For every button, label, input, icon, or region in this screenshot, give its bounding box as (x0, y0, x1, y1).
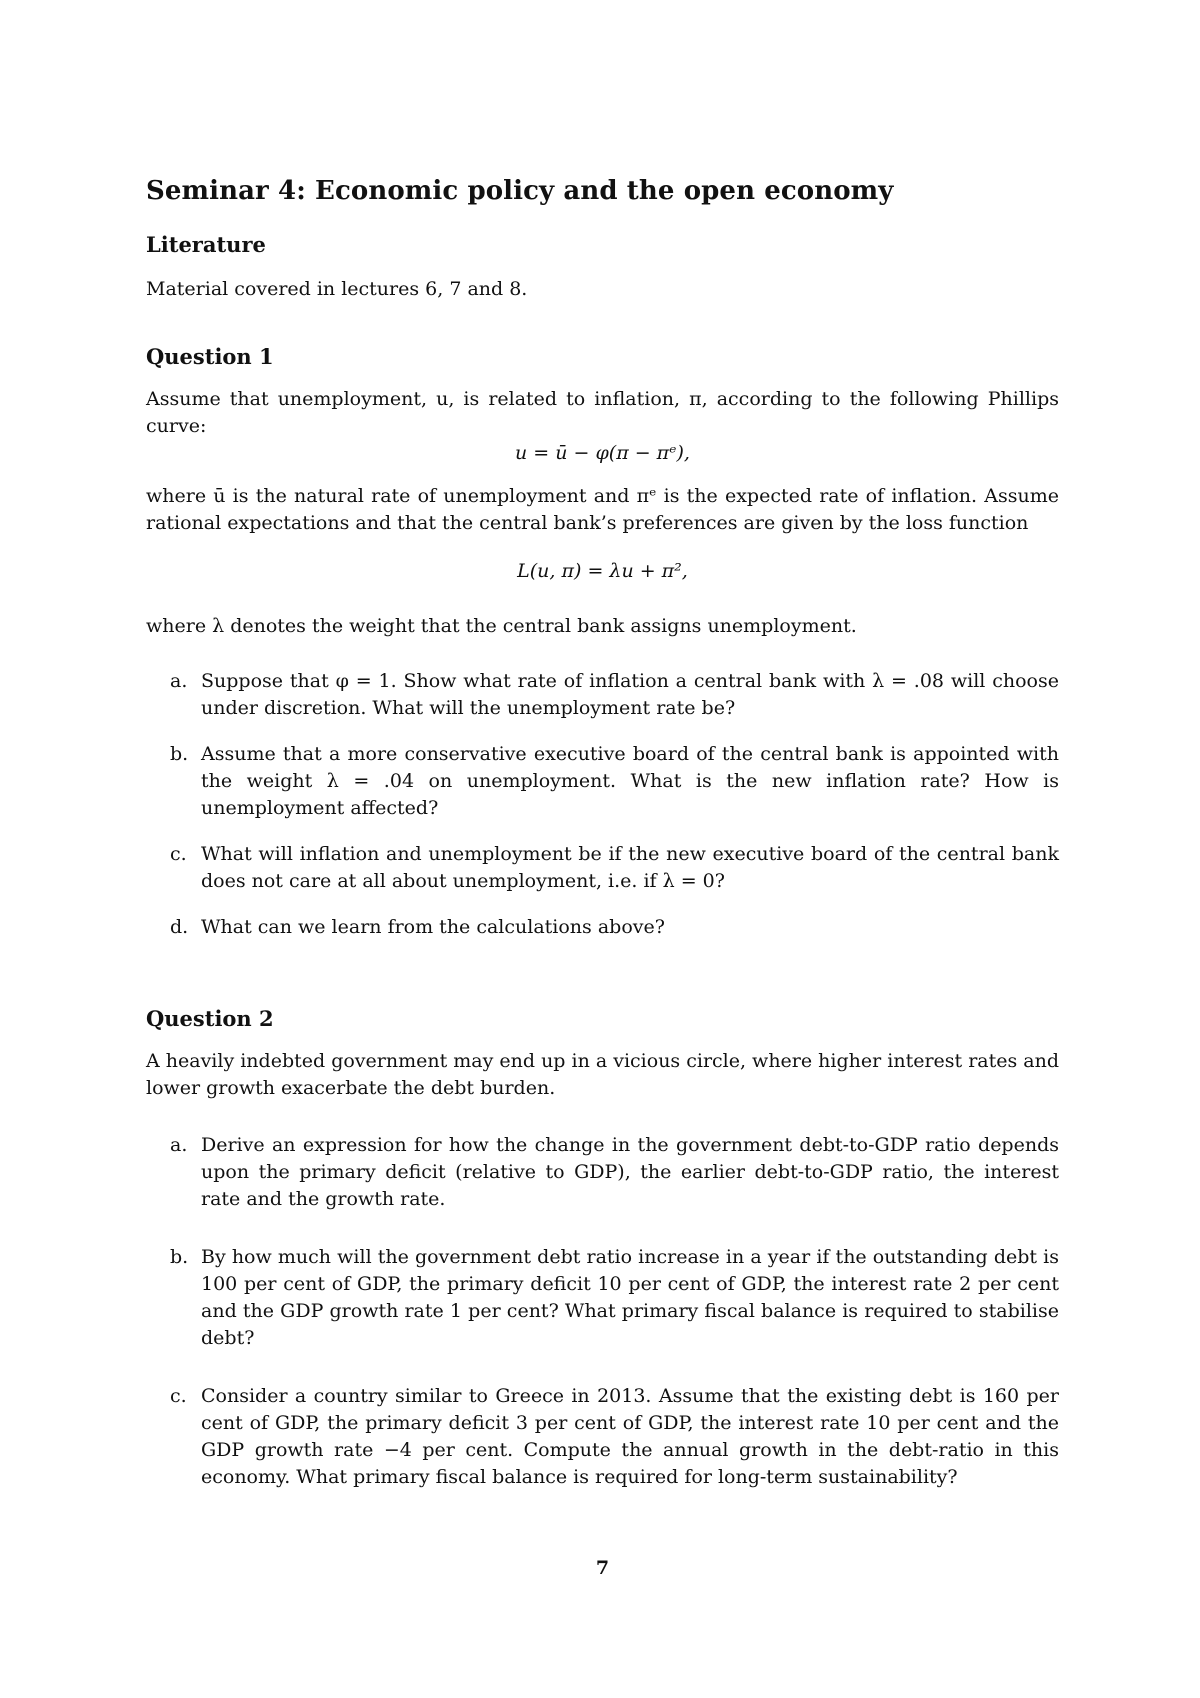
item-label: b. (170, 743, 189, 765)
question-1-lambda-text: where λ denotes the weight that the central bank assigns unemployment. (146, 615, 857, 637)
question-1-item-d (170, 914, 1059, 941)
question-2-heading: Question 2 (146, 1006, 274, 1031)
item-label: c. (170, 843, 187, 865)
page-title: Seminar 4: Economic policy and the open economy (146, 176, 894, 206)
item-text: Consider a country similar to Greece in 2013. Assume that the existing debt is 160 per cent of GDP, the primary deficit 3 per cent of GDP, the interest rate 10 per cent and the GDP growth rate −4 per cent. Compute the annual growth in the debt-ratio in this economy. What primary fiscal balance is required for long-term sustainability? (201, 1385, 1059, 1488)
item-label: d. (170, 916, 189, 938)
question-2-item-a (170, 1132, 1059, 1213)
question-1-item-c (170, 841, 1059, 895)
item-text: What can we learn from the calculations above? (201, 916, 665, 938)
question-2-item-c (170, 1383, 1059, 1491)
question-2-item-b (170, 1244, 1059, 1352)
document-page (146, 0, 1059, 1698)
question-1-item-a (170, 668, 1059, 722)
question-1-item-b (170, 741, 1059, 822)
literature-heading: Literature (146, 232, 266, 257)
item-text: By how much will the government debt ratio increase in a year if the outstanding debt is 100 per cent of GDP, the primary deficit 10 per cent of GDP, the interest rate 2 per cent and the GDP growth rate 1 per cent? What primary fiscal balance is required to stabilise debt? (201, 1246, 1059, 1349)
question-1-middle-text: where ū is the natural rate of unemployment and πᵉ is the expected rate of inflation. Assume rational expectations and that the central bank’s preferences are given by the loss function (146, 485, 1059, 534)
item-text: What will inflation and unemployment be if the new executive board of the central bank does not care at all about unemployment, i.e. if λ = 0? (201, 843, 1059, 892)
item-label: c. (170, 1385, 187, 1407)
question-1-intro: Assume that unemployment, u, is related to inflation, π, according to the following Phillips curve: (146, 388, 1059, 437)
page-number: 7 (595, 1557, 610, 1579)
literature-text: Material covered in lectures 6, 7 and 8. (146, 278, 528, 300)
question-2-intro: A heavily indebted government may end up in a vicious circle, where higher interest rates and lower growth exacerbate the debt burden. (146, 1050, 1060, 1099)
phillips-curve-equation: u = ū − φ(π − πᵉ), (515, 442, 690, 464)
item-text: Suppose that φ = 1. Show what rate of inflation a central bank with λ = .08 will choose under discretion. What will the unemployment rate be? (201, 670, 1059, 719)
item-label: a. (170, 670, 188, 692)
item-label: b. (170, 1246, 189, 1268)
item-label: a. (170, 1134, 188, 1156)
item-text: Assume that a more conservative executive board of the central bank is appointed with the weight λ = .04 on unemployment. What is the new inflation rate? How is unemployment affected? (201, 743, 1059, 819)
loss-function-equation: L(u, π) = λu + π², (517, 560, 688, 582)
item-text: Derive an expression for how the change in the government debt-to-GDP ratio depends upon the primary deficit (relative to GDP), the earlier debt-to-GDP ratio, the interest rate and the growth rate. (201, 1134, 1059, 1210)
question-1-heading: Question 1 (146, 344, 274, 369)
